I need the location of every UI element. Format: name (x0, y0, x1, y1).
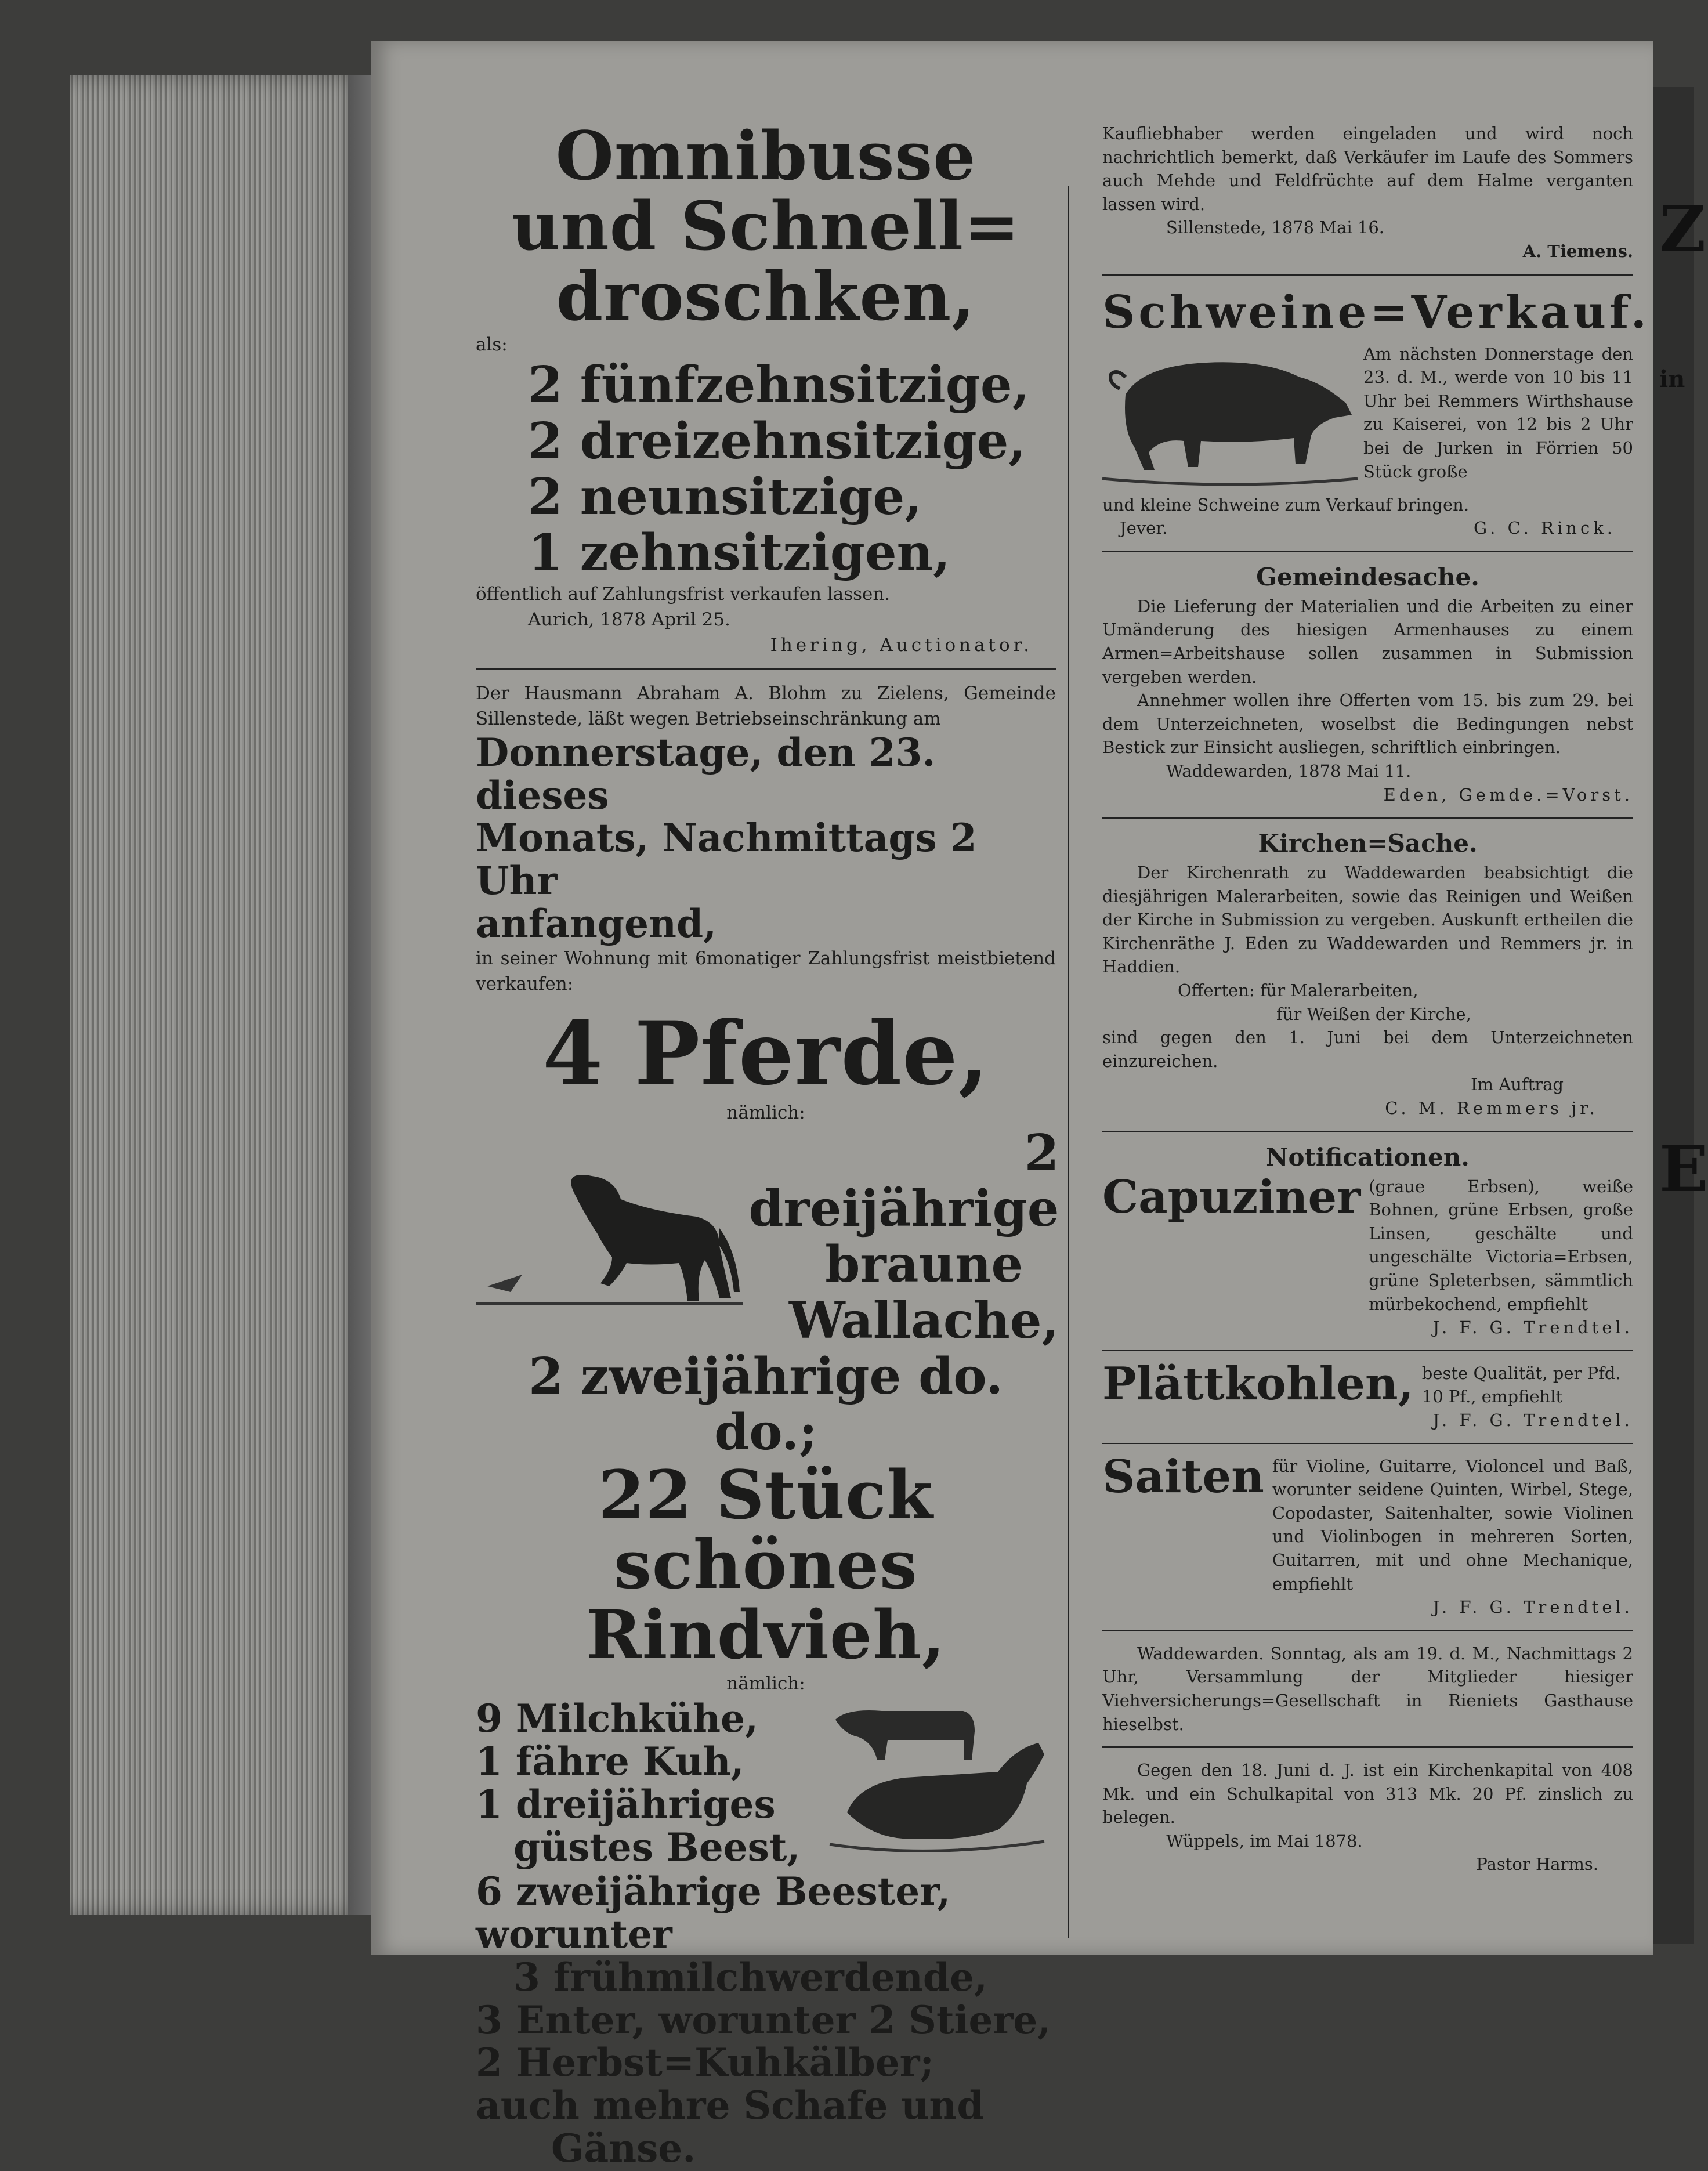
schweine-text2: und kleine Schweine zum Verkauf bringen. (1102, 494, 1470, 515)
horse-icon (476, 1159, 743, 1315)
horse-line2: braune (825, 1235, 1023, 1294)
separator (1102, 1131, 1633, 1132)
omnibus-item: 2 fünfzehnsitzige, (528, 356, 1030, 415)
pig-illustration (1102, 342, 1358, 493)
schweine-text1: Am nächsten Donnerstage den 23. d. M., werde von 10 bis 11 Uhr bei Remmers Wirthshause zu Kaiserei, von 12 bis 2 Uhr bei de Jurken in Förrien 50 Stück große (1363, 343, 1633, 482)
kaufliebhaber-ad (1102, 122, 1633, 263)
cattle-item: 3 frühmilchwerdende, (513, 1954, 988, 2000)
auction-date-line2: Monats, Nachmittags 2 Uhr (476, 815, 977, 904)
kaufliebhaber-place-date: Sillenstede, 1878 Mai 16. (1166, 218, 1385, 238)
kirchen-title: Kirchen=Sache. (1258, 829, 1478, 858)
separator (1102, 274, 1633, 276)
horse-line3: Wallache, (789, 1291, 1059, 1350)
horse-line1: 2 dreijährige (748, 1123, 1059, 1238)
left-column (476, 117, 1059, 2171)
gemeinde-ad (1102, 563, 1633, 806)
kaufliebhaber-text: Kaufliebhaber werden eingeladen und wird noch nachrichtlich bemerkt, daß Verkäufer im Laufe des Sommers auch Mehde und Feldfrüchte auf dem Halme verganten lassen wird. (1102, 124, 1633, 214)
saiten-signature: J. F. G. Trendtel. (1432, 1597, 1633, 1618)
schweine-ad (1102, 285, 1650, 540)
kirchen-offer1: Offerten: für Malerarbeiten, (1178, 980, 1418, 1001)
cattle-title-line2: Rindvieh, (586, 1596, 946, 1675)
edge-fragment: in (1659, 366, 1685, 393)
cattle-title-line1: 22 Stück schönes (598, 1456, 933, 1605)
cattle-item: 6 zweijährige Beester, worunter (476, 1868, 951, 1957)
gemeinde-signature: Eden, Gemde.=Vorst. (1383, 784, 1633, 805)
cattle-icon (812, 1696, 1056, 1870)
gemeinde-text1: Die Lieferung der Materialien und die Arbeiten zu einer Umänderung des hiesigen Armenhauses zu einem Armen=Arbeitshause sollen zusammen in Submission vergeben werden. (1102, 596, 1633, 687)
versammlung-ad (1102, 1642, 1633, 1736)
saiten-block (1102, 1450, 1633, 1596)
omnibus-item: 1 zehnsitzigen, (528, 523, 951, 582)
cattle-item: 9 Milchkühe, (476, 1696, 758, 1741)
closing-line1: auch mehre Schafe und (476, 2083, 984, 2129)
cattle-block (476, 1696, 1056, 1870)
cattle-item: 1 dreijähriges (476, 1781, 776, 1827)
gemeinde-place-date: Waddewarden, 1878 Mai 11. (1166, 761, 1412, 781)
omnibus-title-line2: droschken, (556, 257, 976, 336)
book-page-edges (70, 75, 371, 1915)
separator (1102, 1350, 1633, 1351)
schweine-body (1102, 342, 1633, 493)
edge-fragment: Z (1659, 191, 1706, 266)
kapital-text: Gegen den 18. Juni d. J. ist ein Kirchenkapital von 408 Mk. und ein Schulkapital von 313 Mk. 20 Pf. zinslich zu belegen. (1102, 1760, 1633, 1828)
kirchen-text1: Der Kirchenrath zu Waddewarden beabsichtigt die diesjährigen Malerarbeiten, sowie das Reinigen und Weißen der Kirche in Submission zu vergeben. Auskunft ertheilen die Kirchenräthe J. Eden zu Waddewarden und Remmers jr. in Haddien. (1102, 863, 1633, 977)
kirchen-text2: sind gegen den 1. Juni bei dem Unterzeichneten einzureichen. (1102, 1027, 1633, 1071)
schweine-place: Jever. (1120, 518, 1168, 538)
notifications-title: Notificationen. (1266, 1142, 1470, 1171)
cattle-item: 2 Herbst=Kuhkälber; (476, 2040, 934, 2086)
kirchen-signature: C. M. Remmers jr. (1385, 1098, 1598, 1119)
horse-text (743, 1123, 1059, 1350)
omnibus-title-line1: Omnibusse und Schnell= (511, 117, 1021, 266)
schweine-signature: G. C. Rinck. (1474, 518, 1616, 538)
horses-namlich: nämlich: (726, 1102, 805, 1123)
cattle-item: 1 fähre Kuh, (476, 1738, 744, 1784)
separator (1102, 1630, 1633, 1631)
horse-illustration (476, 1159, 743, 1315)
cattle-namlich: nämlich: (726, 1673, 805, 1694)
saiten-word: Saiten (1102, 1450, 1264, 1503)
gemeinde-text2: Annehmer wollen ihre Offerten vom 15. bis zum 29. bei dem Unterzeichneten, woselbst die Bedingungen nebst Bestick zur Einsicht ausliegen, schriftlich einbringen. (1102, 690, 1633, 758)
edge-fragment: E (1659, 1131, 1708, 1206)
horse-line4: 2 zweijährige do. do.; (528, 1347, 1004, 1462)
cattle-item: 3 Enter, worunter 2 Stiere, (476, 1997, 1051, 2043)
separator (476, 668, 1056, 670)
separator (1102, 551, 1633, 552)
right-column (1102, 122, 1650, 1876)
cattle-item: güstes Beest, (513, 1824, 801, 1870)
omnibus-ad (476, 117, 1056, 658)
capuziner-text: (graue Erbsen), weiße Bohnen, grüne Erbsen, große Linsen, geschälte und ungeschälte Victoria=Erbsen, grüne Spleterbsen, sämmtlich mürbekochend, empfiehlt (1369, 1176, 1633, 1314)
omnibus-als: als: (476, 334, 508, 356)
separator (1102, 1746, 1633, 1748)
column-divider (1068, 186, 1069, 1938)
separator (1102, 817, 1633, 819)
auction-date-line1: Donnerstage, den 23. dieses (476, 729, 936, 818)
capuziner-block (1102, 1170, 1633, 1316)
schweine-footer (1102, 516, 1633, 540)
next-page-edge (1653, 87, 1708, 1944)
plaett-text: beste Qualität, per Pfd. 10 Pf., empfiehlt (1421, 1363, 1621, 1407)
pig-icon (1102, 342, 1358, 493)
plaett-signature: J. F. G. Trendtel. (1432, 1410, 1633, 1430)
auction-intro: Der Hausmann Abraham A. Blohm zu Zielens, Gemeinde Sillenstede, läßt wegen Betriebseinschränkung am (476, 682, 1056, 729)
auction-ad (476, 681, 1059, 2171)
omnibus-signature: Ihering, Auctionator. (770, 634, 1033, 656)
cattle-illustration (812, 1696, 1056, 1870)
cattle-list-1 (476, 1698, 812, 1869)
omnibus-text: öffentlich auf Zahlungsfrist verkaufen lassen. (476, 583, 891, 605)
auction-terms: in seiner Wohnung mit 6monatiger Zahlungsfrist meistbietend verkaufen: (476, 948, 1056, 995)
kirchen-ad (1102, 829, 1633, 1120)
auction-date-line3: anfangend, (476, 901, 717, 947)
saiten-text: für Violine, Guitarre, Violoncel und Baß, worunter seidene Quinten, Wirbel, Stege, Copodaster, Saitenhalter, sowie Violinen und Violinbogen in mehreren Sorten, Guitarren, mit und ohne Mechanique, empfiehlt (1272, 1456, 1633, 1594)
kapital-signature: Pastor Harms. (1476, 1854, 1598, 1875)
schweine-title: Schweine=Verkauf. (1102, 285, 1650, 339)
gemeinde-title: Gemeindesache. (1256, 562, 1479, 591)
plaett-word: Plättkohlen, (1102, 1357, 1414, 1410)
kapital-ad (1102, 1758, 1633, 1876)
closing-line2: Gänse. (551, 2126, 696, 2171)
newspaper-page (371, 41, 1653, 2171)
omnibus-item: 2 neunsitzige, (528, 467, 922, 526)
kapital-place-date: Wüppels, im Mai 1878. (1166, 1830, 1363, 1851)
omnibus-place-date: Aurich, 1878 April 25. (528, 609, 730, 630)
separator (1102, 1443, 1633, 1444)
capuziner-signature: J. F. G. Trendtel. (1432, 1318, 1633, 1338)
kaufliebhaber-signature: A. Tiemens. (1522, 241, 1633, 261)
omnibus-item: 2 dreizehnsitzige, (528, 411, 1026, 471)
kirchen-auftrag: Im Auftrag (1471, 1074, 1564, 1095)
horse-block (476, 1123, 1059, 1350)
capuziner-word: Capuziner (1102, 1170, 1361, 1224)
notifications-ad (1102, 1143, 1633, 1619)
plaett-block (1102, 1357, 1633, 1410)
versammlung-text: Waddewarden. Sonntag, als am 19. d. M., Nachmittags 2 Uhr, Versammlung der Mitglieder hiesiger Viehversicherungs=Gesellschaft in Rieniets Gasthause hieselbst. (1102, 1643, 1633, 1734)
kirchen-offer2: für Weißen der Kirche, (1276, 1004, 1471, 1024)
horses-title: 4 Pferde, (542, 1003, 989, 1105)
